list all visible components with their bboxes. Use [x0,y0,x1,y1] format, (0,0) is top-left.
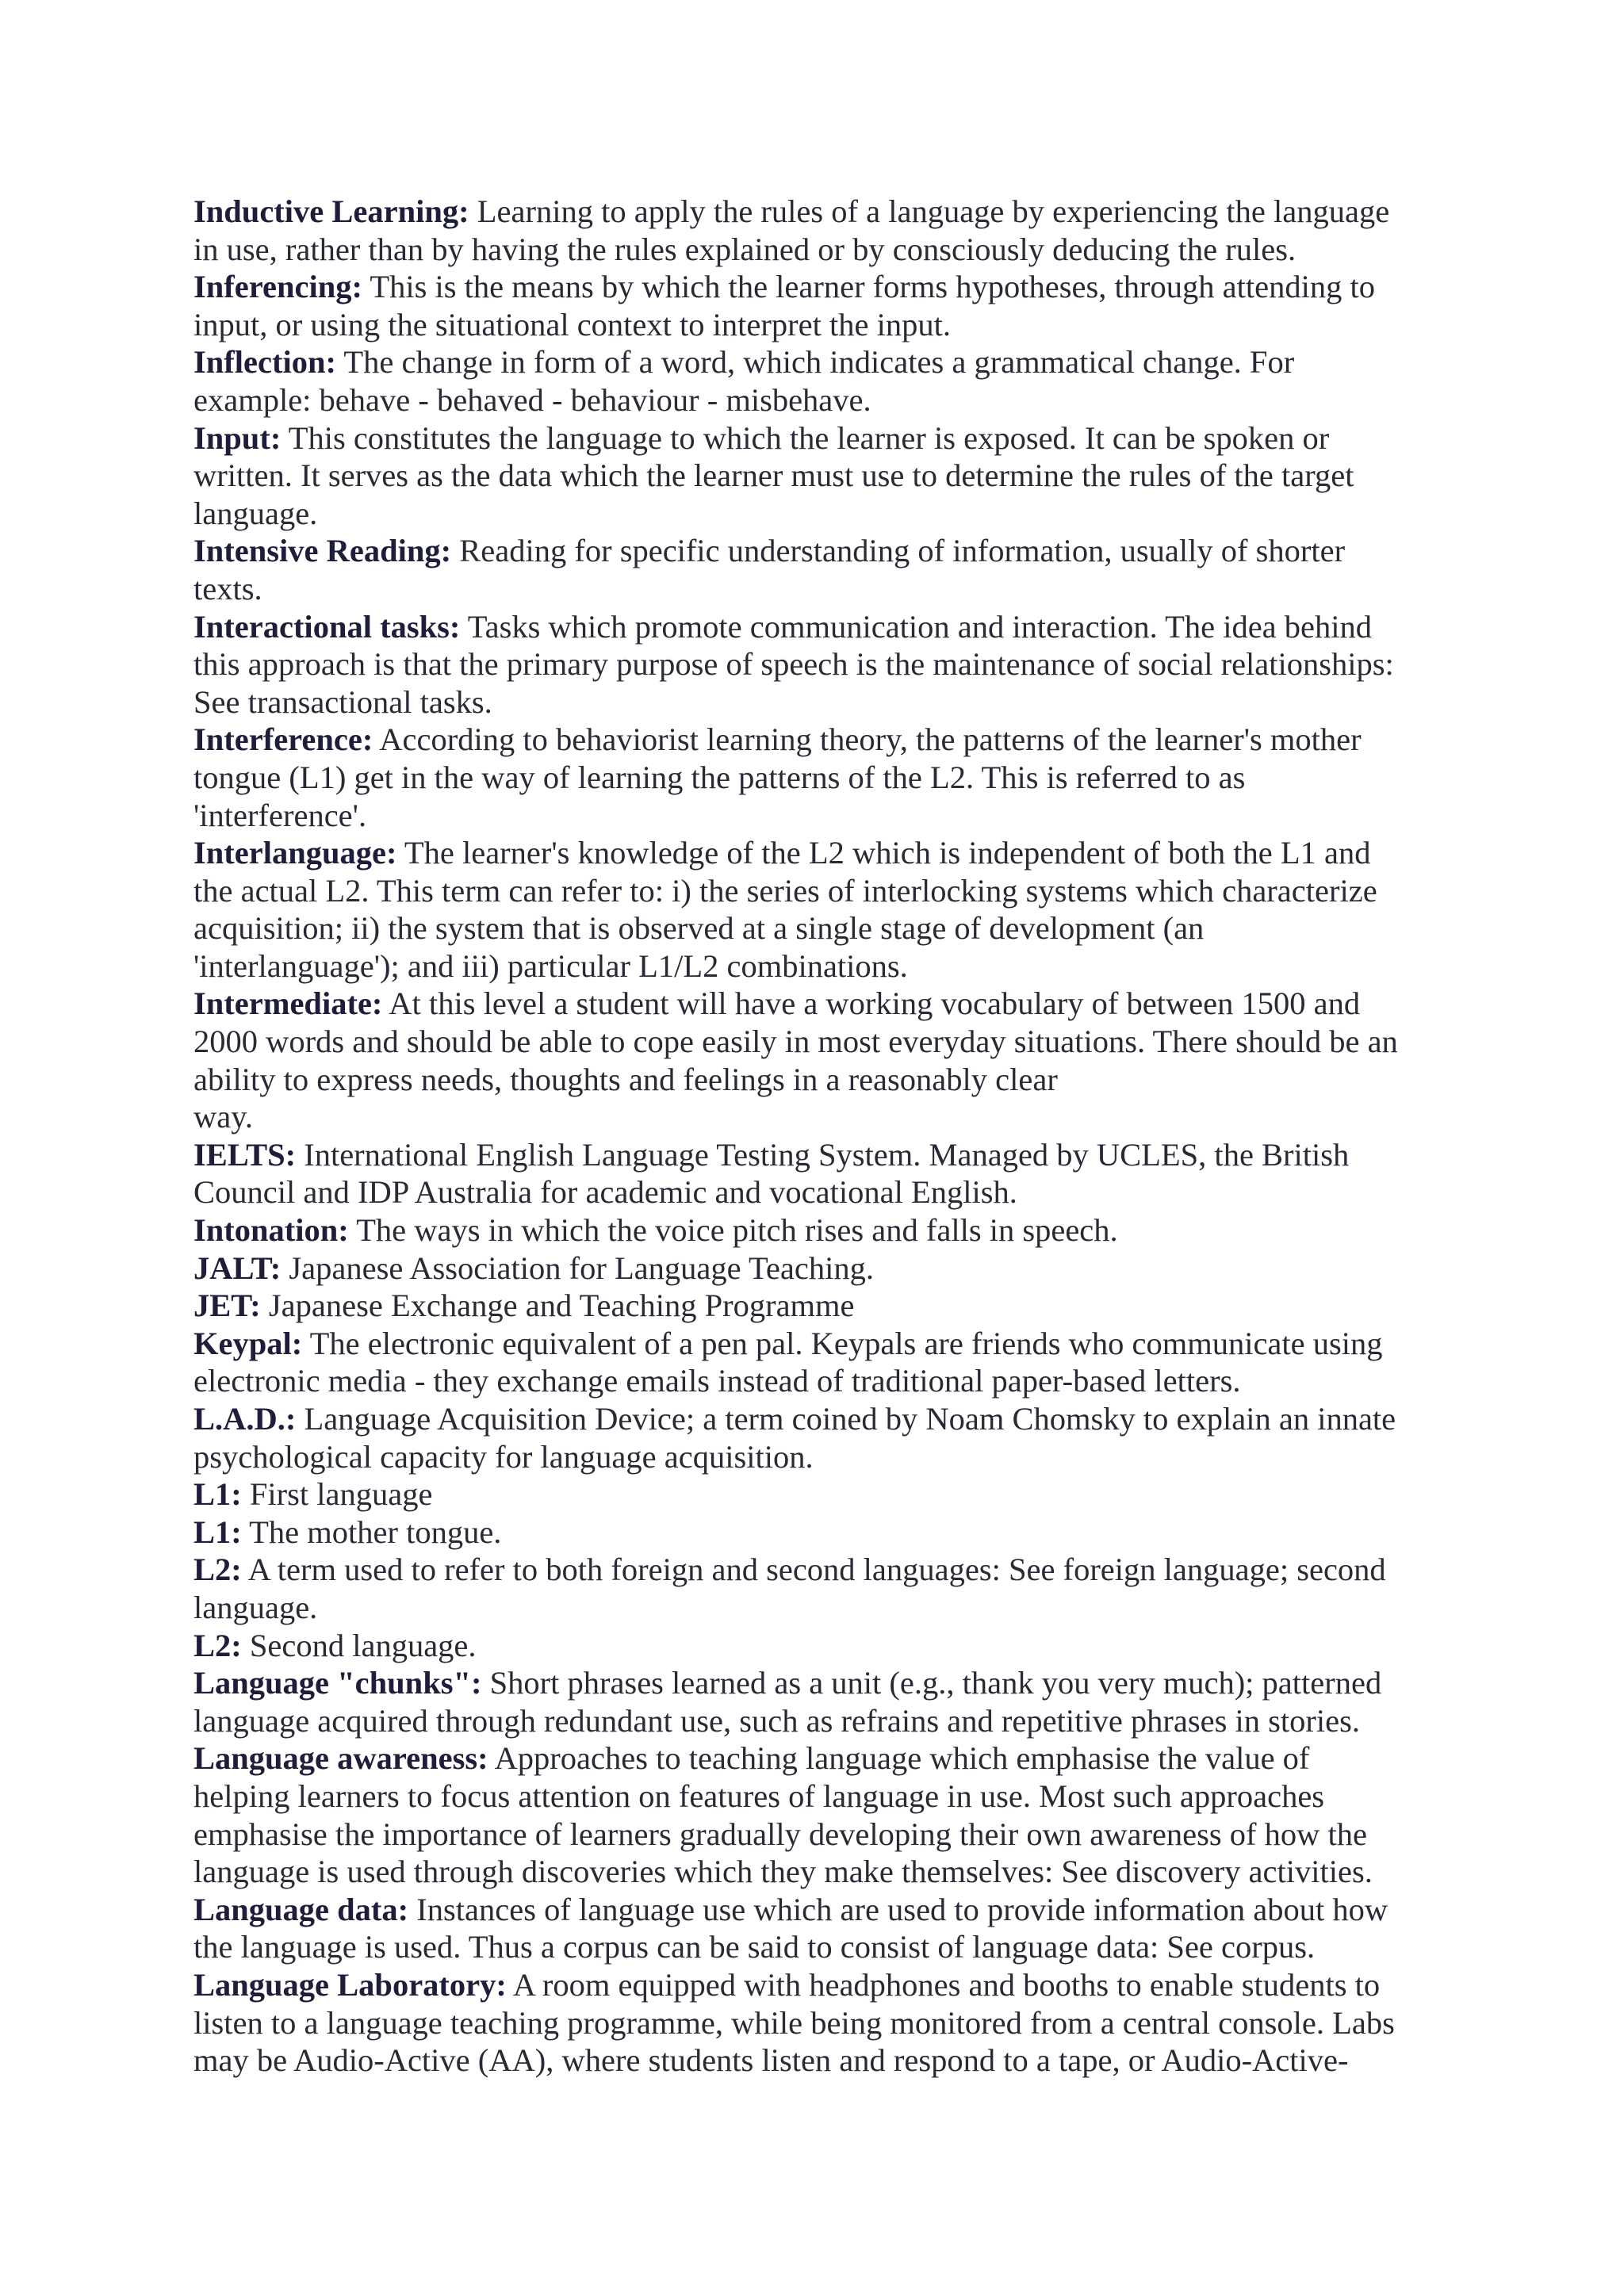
glossary-definition: Council and IDP Australia for academic and vocational English. [193,1174,1017,1211]
glossary-term: Intonation: [193,1212,349,1249]
glossary-line [193,1400,1442,1438]
glossary-line [193,457,1442,495]
glossary-definition: International English Language Testing System. Managed by UCLES, the British [296,1136,1350,1173]
glossary-definition: texts. [193,570,262,607]
glossary-entry [193,1966,1442,2080]
glossary-term: L1: [193,1476,242,1513]
glossary-line [193,1173,1442,1211]
glossary-line [193,1325,1442,1363]
glossary-line [193,1627,1442,1665]
glossary-line [193,1098,1442,1136]
glossary-line [193,872,1442,910]
glossary-line [193,909,1442,947]
glossary-definition: electronic media - they exchange emails instead of traditional paper-based letters. [193,1363,1241,1399]
glossary-definition: the language is used. Thus a corpus can be said to consist of language data: See corpus. [193,1929,1316,1965]
glossary-definition: language acquired through redundant use, such as refrains and repetitive phrases in stories. [193,1702,1361,1739]
glossary-entry [193,419,1442,533]
glossary-line [193,495,1442,533]
glossary-line [193,1438,1442,1476]
glossary-definition: The ways in which the voice pitch rises and falls in speech. [348,1212,1118,1249]
glossary-entry [193,721,1442,834]
glossary-line [193,1739,1442,1777]
glossary-line [193,343,1442,381]
glossary-line [193,306,1442,344]
glossary-line [193,1777,1442,1816]
glossary-entry [193,1739,1442,1890]
glossary-term: Language "chunks": [193,1665,482,1701]
glossary-entry [193,193,1442,268]
glossary-line [193,1853,1442,1891]
glossary-definition: the actual L2. This term can refer to: i) the series of interlocking systems which characterize [193,872,1377,909]
glossary-term: Interference: [193,721,373,758]
glossary-definition: Approaches to teaching language which emphasise the value of [488,1740,1310,1777]
glossary-definition: example: behave - behaved - behaviour - misbehave. [193,381,871,418]
glossary-definition: At this level a student will have a working vocabulary of between 1500 and [382,985,1361,1022]
glossary-line [193,985,1442,1023]
glossary-line [193,268,1442,306]
glossary-line [193,608,1442,646]
glossary-definition: written. It serves as the data which the learner must use to determine the rules of the target [193,457,1354,494]
glossary-term: L.A.D.: [193,1401,297,1437]
glossary-line [193,1287,1442,1325]
glossary-term: L1: [193,1513,242,1550]
glossary-entry [193,1551,1442,1626]
glossary-line [193,1891,1442,1929]
glossary-line [193,1966,1442,2004]
glossary-definition: language is used through discoveries which they make themselves: See discovery activities. [193,1854,1373,1890]
glossary-term: Language data: [193,1891,409,1927]
glossary-line [193,532,1442,570]
glossary-line [193,1249,1442,1288]
glossary-definition: This constitutes the language to which the learner is exposed. It can be spoken or [281,419,1330,456]
glossary-definition: 'interference'. [193,797,367,833]
glossary-definition: First language [241,1476,433,1513]
glossary-definition: psychological capacity for language acquisition. [193,1438,814,1475]
glossary-line [193,1475,1442,1513]
glossary-line [193,1816,1442,1854]
glossary-line [193,193,1442,231]
glossary-entry [193,608,1442,721]
glossary-definition: Japanese Association for Language Teaching. [281,1249,874,1286]
glossary-definition: language. [193,495,318,531]
glossary-line [193,1589,1442,1627]
glossary-term: Language Laboratory: [193,1966,507,2003]
glossary-line [193,1211,1442,1249]
glossary-definition: this approach is that the primary purpose of speech is the maintenance of social relationships: [193,646,1394,683]
glossary-definition: Reading for specific understanding of information, usually of shorter [451,533,1346,569]
glossary-line [193,381,1442,419]
glossary-line [193,1513,1442,1552]
glossary-definition: See transactional tasks. [193,683,492,720]
glossary-definition: way. [193,1099,253,1135]
glossary-definition: emphasise the importance of learners gradually developing their own awareness of how the [193,1816,1367,1852]
glossary-line [193,797,1442,835]
glossary-line [193,1551,1442,1589]
glossary-entry [193,1891,1442,1966]
glossary-definition: 'interlanguage'); and iii) particular L1/L2 combinations. [193,947,908,984]
glossary-entry [193,1664,1442,1739]
glossary-term: L2: [193,1627,242,1663]
glossary-term: JET: [193,1288,261,1324]
glossary-term: Inflection: [193,344,336,381]
glossary-term: L2: [193,1552,242,1588]
glossary-line [193,570,1442,608]
glossary-definition: listen to a language teaching programme, while being monitored from a central console. Labs [193,2004,1395,2041]
glossary-text [193,193,1442,2080]
glossary-line [193,759,1442,797]
glossary-definition: 2000 words and should be able to cope easily in most everyday situations. There should be an [193,1024,1398,1060]
glossary-line [193,2042,1442,2080]
glossary-line [193,1362,1442,1400]
glossary-entry [193,532,1442,607]
glossary-line [193,231,1442,269]
glossary-line [193,1928,1442,1966]
glossary-definition: The learner's knowledge of the L2 which is independent of both the L1 and [396,835,1371,871]
glossary-definition: Tasks which promote communication and interaction. The idea behind [460,608,1372,645]
glossary-term: Inferencing: [193,269,362,305]
glossary-line [193,1136,1442,1174]
glossary-line [193,1061,1442,1099]
glossary-definition: in use, rather than by having the rules explained or by consciously deducing the rules. [193,231,1297,267]
glossary-line [193,947,1442,985]
glossary-entry [193,1249,1442,1288]
glossary-line [193,721,1442,759]
glossary-entry [193,1211,1442,1249]
glossary-term: Input: [193,419,282,456]
glossary-definition: This is the means by which the learner forms hypotheses, through attending to [362,269,1375,305]
glossary-line [193,419,1442,457]
glossary-definition: Short phrases learned as a unit (e.g., thank you very much); patterned [481,1665,1382,1701]
glossary-line [193,834,1442,872]
glossary-entry [193,1136,1442,1211]
glossary-definition: may be Audio-Active (AA), where students listen and respond to a tape, or Audio-Active- [193,2042,1349,2079]
glossary-definition: A term used to refer to both foreign and second languages: See foreign language; second [241,1552,1386,1588]
glossary-term: Language awareness: [193,1740,488,1777]
glossary-term: IELTS: [193,1136,297,1173]
glossary-entry [193,268,1442,343]
glossary-line [193,645,1442,683]
glossary-line [193,1023,1442,1061]
glossary-definition: Japanese Exchange and Teaching Programme [260,1288,855,1324]
glossary-term: JALT: [193,1249,282,1286]
glossary-entry [193,1627,1442,1665]
glossary-definition: input, or using the situational context to interpret the input. [193,306,951,342]
glossary-definition: language. [193,1589,318,1625]
glossary-entry [193,1475,1442,1513]
glossary-definition: ability to express needs, thoughts and feelings in a reasonably clear [193,1061,1058,1097]
glossary-line [193,683,1442,721]
glossary-term: Intermediate: [193,985,383,1022]
glossary-definition: The change in form of a word, which indicates a grammatical change. For [335,344,1295,381]
glossary-term: Keypal: [193,1325,303,1361]
glossary-entry [193,1325,1442,1400]
glossary-entry [193,1513,1442,1552]
glossary-definition: Learning to apply the rules of a language by experiencing the language [469,193,1390,229]
glossary-definition: helping learners to focus attention on features of language in use. Most such approaches [193,1777,1325,1814]
glossary-definition: A room equipped with headphones and booths to enable students to [506,1966,1381,2003]
glossary-line [193,2004,1442,2042]
glossary-entry [193,985,1442,1135]
glossary-term: Intensive Reading: [193,533,452,569]
glossary-line [193,1702,1442,1740]
glossary-definition: acquisition; ii) the system that is observed at a single stage of development (an [193,910,1205,947]
glossary-definition: tongue (L1) get in the way of learning the patterns of the L2. This is referred to as [193,759,1246,795]
glossary-term: Inductive Learning: [193,193,469,229]
glossary-term: Interlanguage: [193,835,397,871]
glossary-definition: Second language. [241,1627,477,1663]
glossary-definition: Language Acquisition Device; a term coined by Noam Chomsky to explain an innate [296,1401,1396,1437]
glossary-definition: According to behaviorist learning theory, the patterns of the learner's mother [373,721,1362,758]
glossary-line [193,1664,1442,1702]
glossary-term: Interactional tasks: [193,608,461,645]
glossary-entry [193,834,1442,985]
glossary-entry [193,1400,1442,1475]
glossary-entry [193,343,1442,419]
glossary-definition: The mother tongue. [241,1513,502,1550]
glossary-entry [193,1287,1442,1325]
glossary-definition: Instances of language use which are used to provide information about how [408,1891,1388,1927]
glossary-definition: The electronic equivalent of a pen pal. Keypals are friends who communicate using [302,1325,1383,1361]
